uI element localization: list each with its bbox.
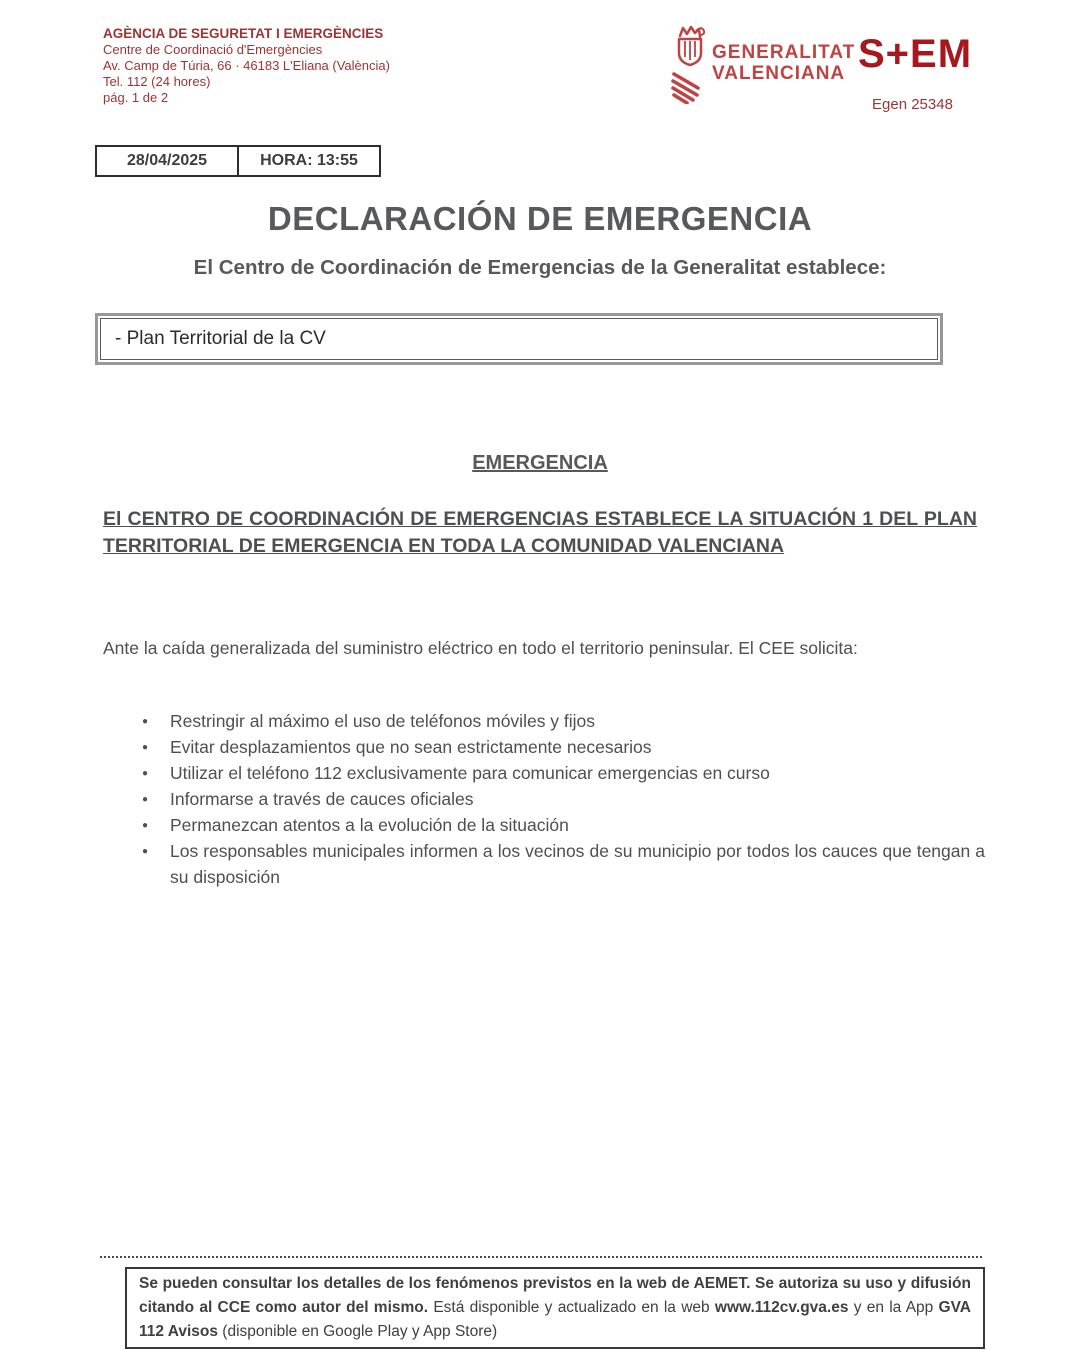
center-name: Centre de Coordinació d'Emergències [103, 42, 323, 57]
brand-line1: GENERALITAT [712, 42, 856, 63]
emergency-statement [103, 506, 977, 560]
footer-note-regular1: Está disponible y actualizado en la web [428, 1299, 715, 1316]
footer-note-bold1: Se pueden consultar los detalles de los fenómenos previstos en la web de AEMET. Se autoriza su uso y difusión citando al CCE como autor del mismo. [139, 1275, 971, 1316]
letterhead [103, 26, 390, 106]
list-item: ● Los responsables municipales informen a los vecinos de su municipio por todos los cauces que tengan a su disposición [140, 838, 985, 890]
instruction-list [140, 708, 985, 890]
date-cell: 28/04/2025 [126, 152, 208, 169]
statement-line2: TERRITORIAL DE EMERGENCIA EN TODA LA COMUNIDAD VALENCIANA [103, 535, 785, 557]
dotted-separator [100, 1256, 982, 1258]
footer-note-regular2: y en la App [848, 1299, 939, 1316]
document-title: DECLARACIÓN DE EMERGENCIA [267, 200, 813, 237]
generalitat-valenciana-emblem-icon [670, 24, 710, 104]
intro-paragraph: Ante la caída generalizada del suministro eléctrico en todo el territorio peninsular. El CEE solicita: [103, 638, 858, 658]
footer-note-url: www.112cv.gva.es [714, 1299, 849, 1316]
time-cell: HORA: 13:55 [237, 147, 379, 175]
section-heading: EMERGENCIA [472, 452, 608, 474]
document-subtitle: El Centro de Coordinación de Emergencias de la Generalitat establece: [193, 256, 887, 279]
list-item: ● Utilizar el teléfono 112 exclusivamente para comunicar emergencias en curso [140, 760, 985, 786]
statement-line1: El CENTRO DE COORDINACIÓN DE EMERGENCIAS ESTABLECE LA SITUACIÓN 1 DEL PLAN [103, 508, 977, 530]
brand-line2: VALENCIANA [712, 63, 846, 84]
footer-note-app-name: GVA 112 Avisos [139, 1299, 971, 1340]
plan-box-text: - Plan Territorial de la CV [100, 318, 938, 360]
datetime-table [95, 145, 381, 177]
sem-logo: S+EM [858, 32, 973, 76]
list-item: ● Permanezcan atentos a la evolución de la situación [140, 812, 985, 838]
agency-phone: Tel. 112 (24 hores) [103, 74, 211, 89]
footer-note-box [125, 1267, 985, 1349]
generalitat-valenciana-wordmark [712, 42, 855, 84]
agency-address: Av. Camp de Túria, 66 · 46183 L'Eliana (València) [103, 58, 390, 73]
page-indicator: pág. 1 de 2 [103, 90, 169, 105]
plan-box [95, 313, 943, 365]
list-item: ● Restringir al máximo el uso de teléfonos móviles y fijos [140, 708, 985, 734]
egen-code: Egen 25348 [872, 96, 953, 113]
list-item: ● Evitar desplazamientos que no sean estrictamente necesarios [140, 734, 985, 760]
list-item: ● Informarse a través de cauces oficiales [140, 786, 985, 812]
agency-name: AGÈNCIA DE SEGURETAT I EMERGÈNCIES [103, 26, 384, 41]
footer-note-regular3: (disponible en Google Play y App Store) [218, 1323, 498, 1340]
